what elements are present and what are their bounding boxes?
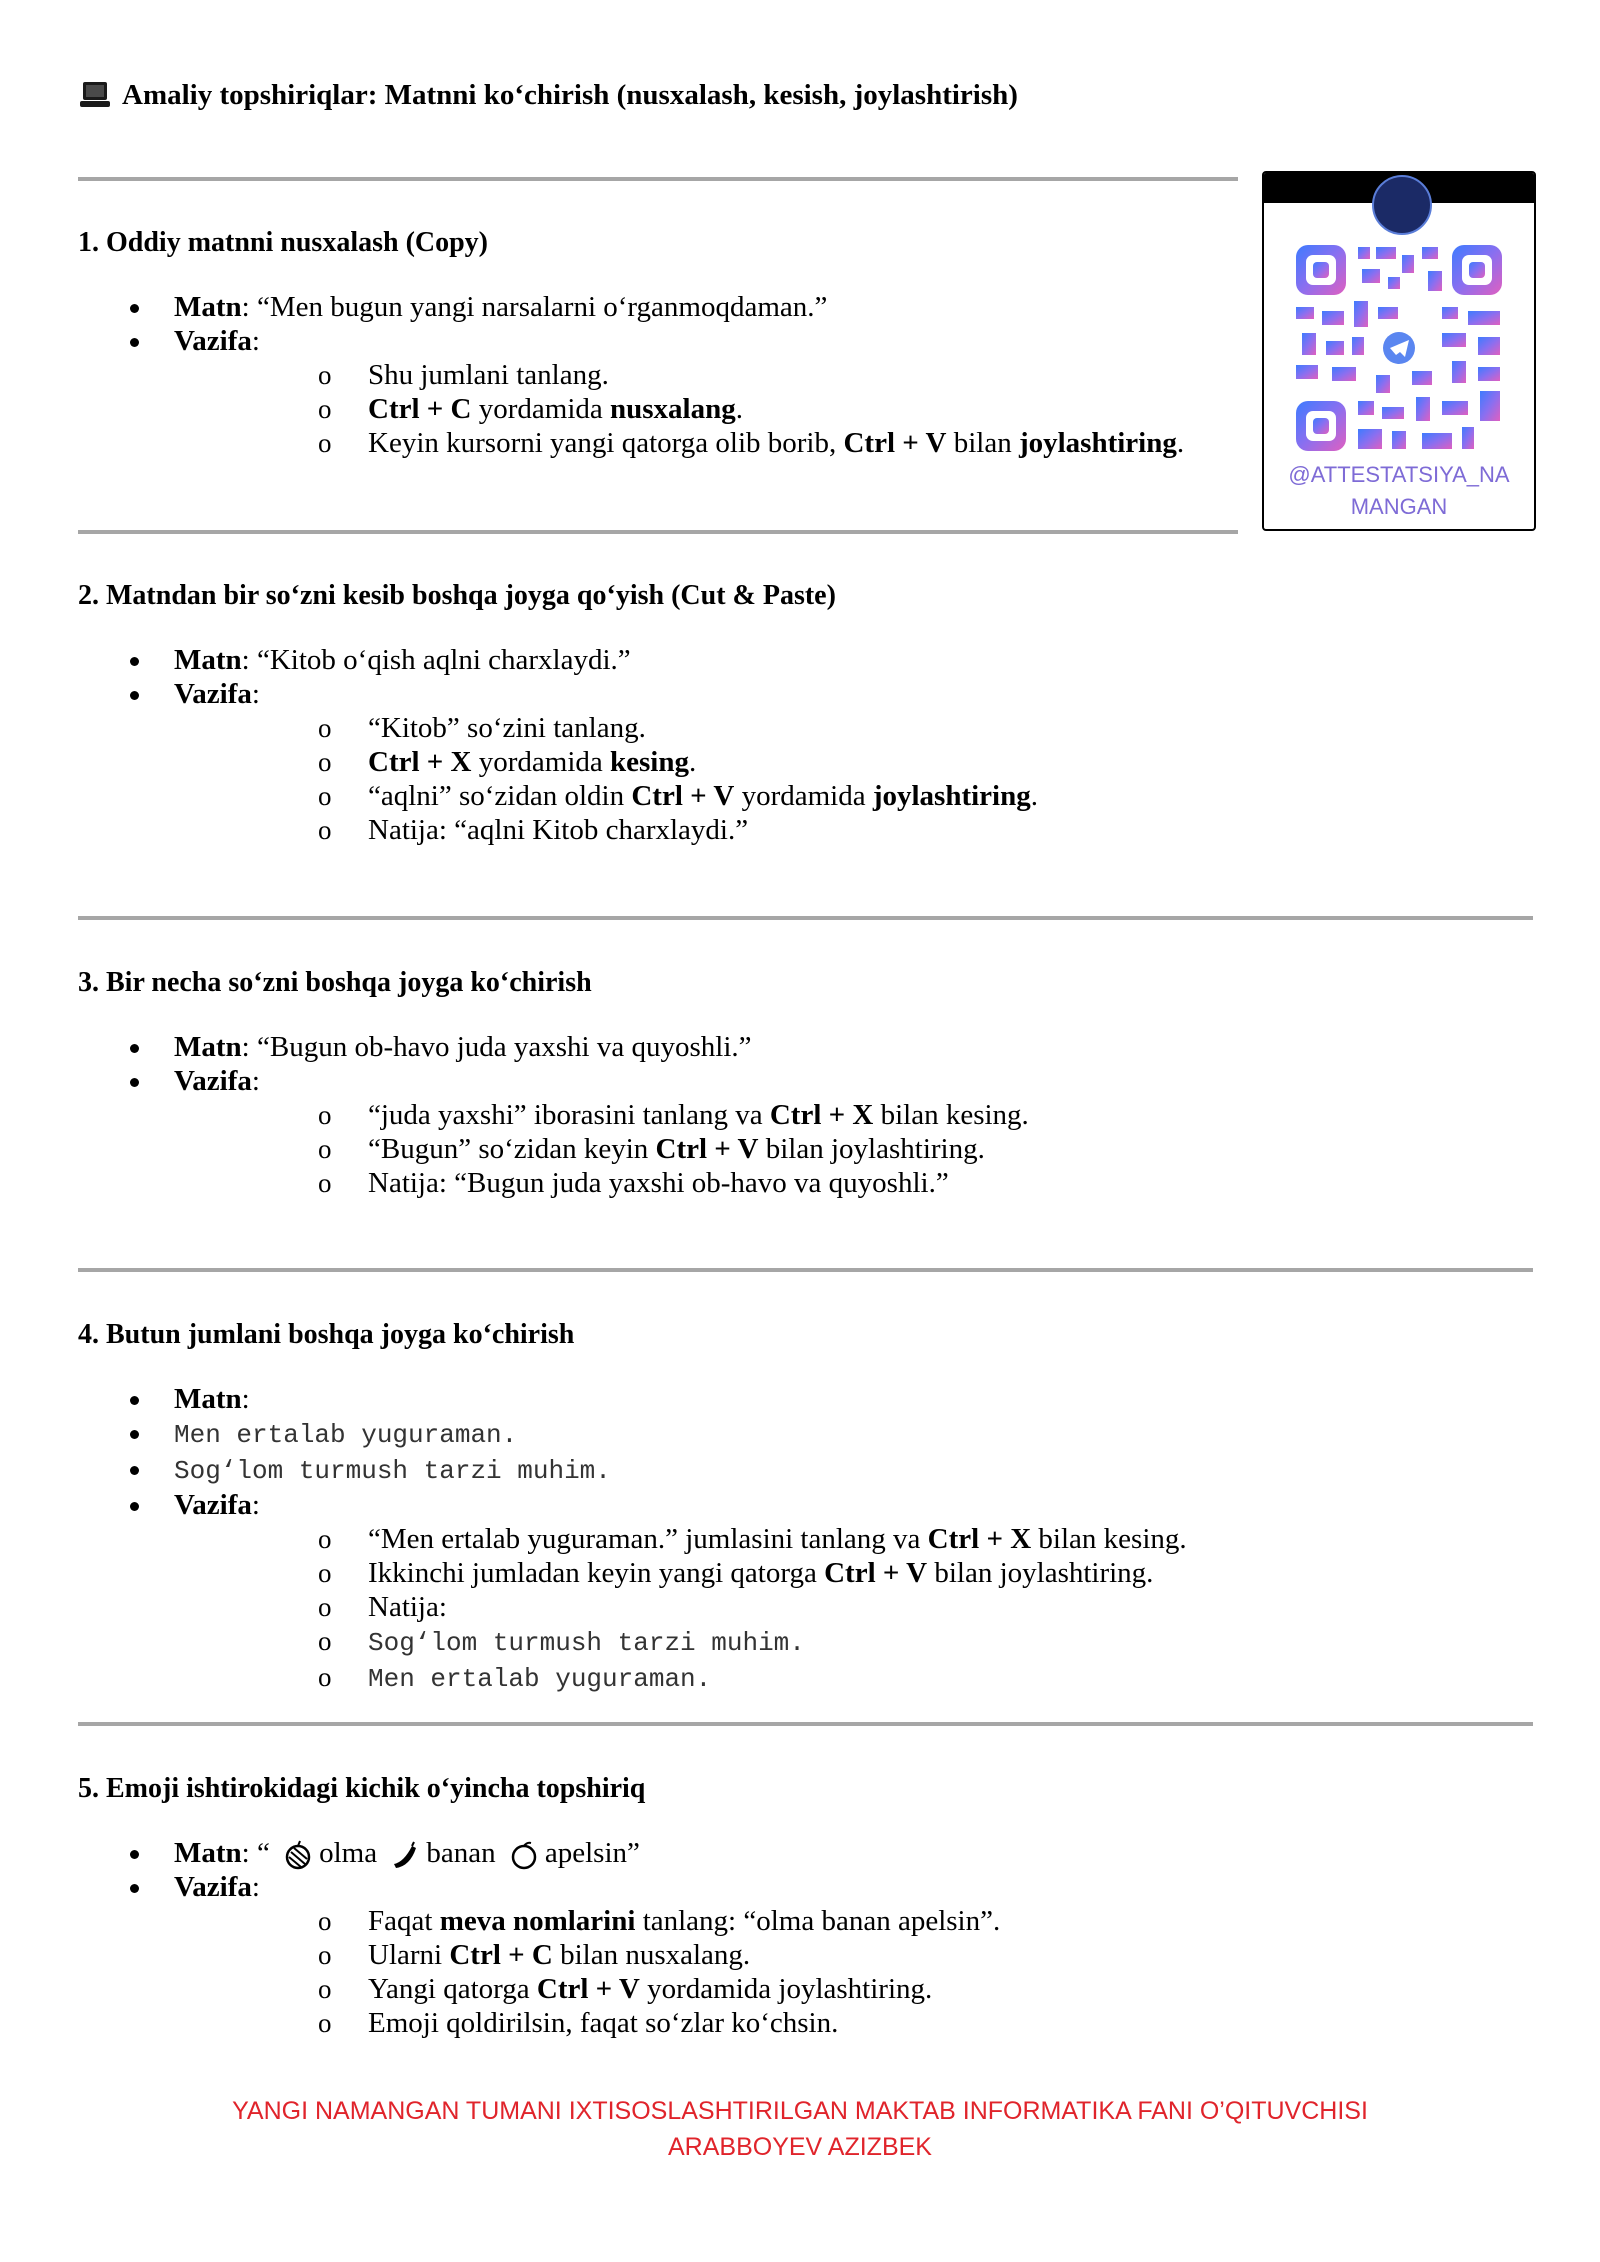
divider (78, 1722, 1533, 1726)
list-item: o “aqlni” so‘zidan oldin Ctrl + V yordamida joylashtiring. (174, 779, 1528, 813)
divider (78, 1268, 1533, 1272)
banana-icon (390, 1840, 420, 1870)
list-item: Matn: “ olma banan apelsin” (78, 1836, 1528, 1870)
list-item: o Ularni Ctrl + C bilan nusxalang. (174, 1938, 1528, 1972)
section-4-title: 4. Butun jumlani boshqa joyga ko‘chirish (78, 1319, 575, 1350)
list-item: Matn: (78, 1382, 1528, 1416)
footer-line2: ARABBOYEV AZIZBEK (668, 2133, 932, 2161)
divider (78, 916, 1533, 920)
orange-icon (509, 1840, 539, 1870)
document-title-text: Amaliy topshiriqlar: Matnni ko‘chirish (nusxalash, kesish, joylashtirish) (122, 78, 1018, 111)
list-item: Vazifa: o Faqat meva nomlarini tanlang: “olma banan apelsin”. o Ularni Ctrl + C bilan nusxalang. o Yangi qatorga Ctrl + V yordamida joylashtiring. o Emoji qoldirilsin, faqat so‘zlar ko‘chsin. (78, 1870, 1528, 2040)
list-item: o Ctrl + C yordamida nusxalang. (174, 392, 1228, 426)
section-2-title: 2. Matndan bir so‘zni kesib boshqa joyga qo‘yish (Cut & Paste) (78, 580, 836, 611)
list-item: o “juda yaxshi” iborasini tanlang va Ctrl + X bilan kesing. (174, 1098, 1528, 1132)
section-3-title: 3. Bir necha so‘zni boshqa joyga ko‘chirish (78, 967, 592, 998)
list-item: o Yangi qatorga Ctrl + V yordamida joylashtiring. (174, 1972, 1528, 2006)
list-item (174, 1660, 1528, 1696)
code-line: Men ertalab yuguraman. (368, 1664, 712, 1694)
laptop-icon (78, 78, 112, 112)
divider (78, 177, 1238, 181)
list-item: o Faqat meva nomlarini tanlang: “olma banan apelsin”. (174, 1904, 1528, 1938)
section-1 (78, 226, 1228, 460)
list-item: o “Bugun” so‘zidan keyin Ctrl + V bilan joylashtiring. (174, 1132, 1528, 1166)
list-item: o Natija: (174, 1590, 1528, 1624)
list-item: Vazifa: o “juda yaxshi” iborasini tanlang va Ctrl + X bilan kesing. o “Bugun” so‘zidan keyin Ctrl + V bilan joylashtiring. o Natija: “Bugun juda yaxshi ob-havo va quyoshli.” (78, 1064, 1528, 1200)
divider (78, 530, 1238, 534)
list-item: Vazifa: o “Men ertalab yuguraman.” jumlasini tanlang va Ctrl + X bilan kesing. o Ikkinchi jumladan keyin yangi qatorga Ctrl + V bilan joylashtiring. o Natija: o Sog‘lom turmush tarzi muhim. o Men ertalab yuguraman. (78, 1488, 1528, 1696)
section-3 (78, 966, 1528, 1200)
list-item: o Natija: “Bugun juda yaxshi ob-havo va quyoshli.” (174, 1166, 1528, 1200)
list-item (78, 1416, 1528, 1452)
list-item: Vazifa: o “Kitob” so‘zini tanlang. o Ctrl + X yordamida kesing. o “aqlni” so‘zidan oldin Ctrl + V yordamida joylashtiring. o Natija: “aqlni Kitob charxlaydi.” (78, 677, 1528, 847)
apple-icon (283, 1840, 313, 1870)
section-4 (78, 1318, 1528, 1696)
qr-caption (1264, 459, 1534, 523)
section-5 (78, 1772, 1528, 2040)
qr-caption-line1: @ATTESTATSIYA_NA (1288, 462, 1510, 487)
footer-line1: YANGI NAMANGAN TUMANI IXTISOSLASHTIRILGAN MAKTAB INFORMATIKA FANI O’QITUVCHISI (232, 2097, 1368, 2125)
section-1-title: 1. Oddiy matnni nusxalash (Copy) (78, 227, 489, 258)
document-title (78, 78, 1018, 112)
list-item: Matn: “Men bugun yangi narsalarni o‘rganmoqdaman.” (78, 290, 1228, 324)
code-line: Sog‘lom turmush tarzi muhim. (368, 1628, 805, 1658)
list-item: o Ikkinchi jumladan keyin yangi qatorga Ctrl + V bilan joylashtiring. (174, 1556, 1528, 1590)
qr-caption-line2: MANGAN (1350, 494, 1448, 519)
list-item (78, 1452, 1528, 1488)
list-item: o Emoji qoldirilsin, faqat so‘zlar ko‘chsin. (174, 2006, 1528, 2040)
code-line: Men ertalab yuguraman. (174, 1420, 518, 1450)
list-item: Matn: “Kitob o‘qish aqlni charxlaydi.” (78, 643, 1528, 677)
section-5-title: 5. Emoji ishtirokidagi kichik o‘yincha topshiriq (78, 1773, 646, 1804)
qr-code-image (1292, 241, 1506, 455)
list-item: o Natija: “aqlni Kitob charxlaydi.” (174, 813, 1528, 847)
section-2 (78, 579, 1528, 847)
list-item (174, 1624, 1528, 1660)
list-item: o “Kitob” so‘zini tanlang. (174, 711, 1528, 745)
list-item: Vazifa: o Shu jumlani tanlang. o Ctrl + C yordamida nusxalang. o Keyin kursorni yangi qatorga olib borib, Ctrl + V bilan joylashtiring. (78, 324, 1228, 460)
list-item: Matn: “Bugun ob-havo juda yaxshi va quyoshli.” (78, 1030, 1528, 1064)
footer-author (0, 2093, 1600, 2165)
channel-logo (1372, 175, 1432, 235)
qr-code-card (1262, 171, 1536, 531)
list-item: o Keyin kursorni yangi qatorga olib borib, Ctrl + V bilan joylashtiring. (174, 426, 1228, 460)
list-item: o “Men ertalab yuguraman.” jumlasini tanlang va Ctrl + X bilan kesing. (174, 1522, 1528, 1556)
code-line: Sog‘lom turmush tarzi muhim. (174, 1456, 611, 1486)
list-item: o Ctrl + X yordamida kesing. (174, 745, 1528, 779)
list-item: o Shu jumlani tanlang. (174, 358, 1228, 392)
